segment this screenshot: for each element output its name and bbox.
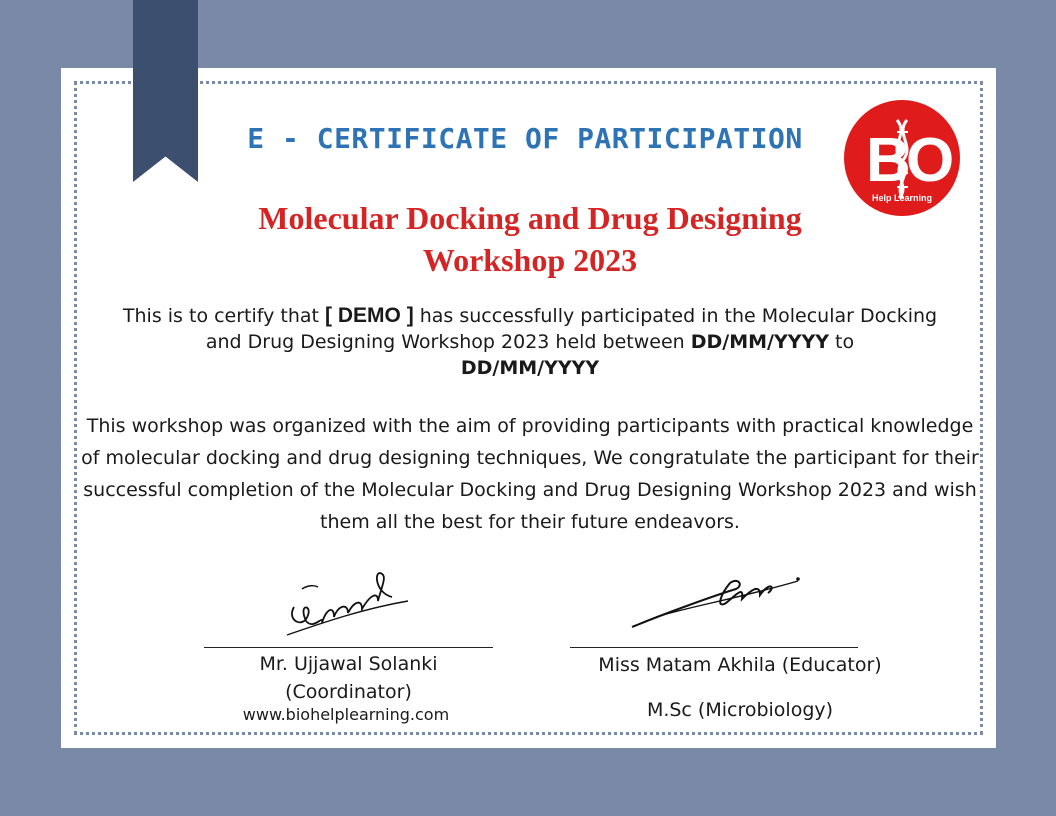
certify-statement xyxy=(120,303,940,381)
certificate-heading: E - CERTIFICATE OF PARTICIPATION xyxy=(247,122,803,155)
certify-mid: has successfully participated in the Molecular Docking and Drug Designing Workshop 2023 held between xyxy=(205,305,938,353)
svg-text:O: O xyxy=(906,126,955,195)
body-paragraph: This workshop was organized with the aim of providing participants with practical knowledge of molecular docking and drug designing techniques, We congratulate the participant for their successful completion of the Molecular Docking and Drug Designing Workshop 2023 and wish them all the best for their future endeavors. xyxy=(81,415,979,533)
signature-1-graphic xyxy=(282,565,412,645)
end-date: DD/MM/YYYY xyxy=(460,357,600,379)
logo-tagline: Help Learning xyxy=(871,193,933,203)
signatory-2-name: Miss Matam Akhila (Educator) xyxy=(598,654,882,676)
workshop-title-line2: Workshop 2023 xyxy=(422,242,638,278)
signatory-1-role: (Coordinator) xyxy=(285,681,412,703)
workshop-title xyxy=(180,197,880,281)
signature-1-line xyxy=(204,647,493,648)
signature-2-graphic xyxy=(626,565,806,637)
svg-text:B: B xyxy=(866,126,911,195)
signature-2-line xyxy=(570,647,858,648)
certify-prefix: This is to certify that xyxy=(122,305,326,327)
signatory-1-block xyxy=(204,650,493,706)
signatory-1-name: Mr. Ujjawal Solanki xyxy=(259,653,438,675)
workshop-title-line1: Molecular Docking and Drug Designing xyxy=(258,200,802,236)
date-separator: to xyxy=(829,331,855,353)
start-date: DD/MM/YYYY xyxy=(690,331,830,353)
participant-name: [ DEMO ] xyxy=(325,304,414,327)
signatory-2-qualification: M.Sc (Microbiology) xyxy=(646,699,834,721)
website-link[interactable]: www.biohelplearning.com xyxy=(242,705,450,724)
